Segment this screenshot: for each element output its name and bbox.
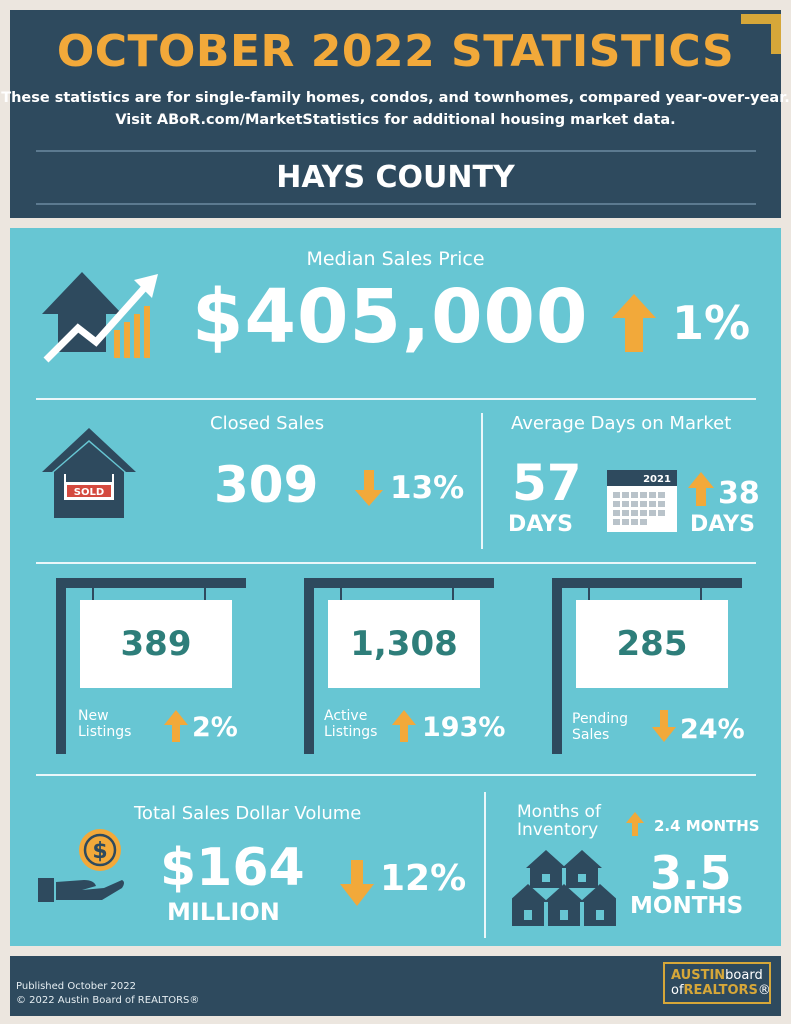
inventory-change: 2.4 MONTHS <box>654 817 760 835</box>
sales-volume-change: 12% <box>380 858 467 899</box>
county-name: HAYS COUNTY <box>276 160 515 195</box>
days-on-market-change: 38 <box>718 476 760 511</box>
closed-sales-label: Closed Sales <box>210 413 325 434</box>
sold-sign-text: SOLD <box>73 487 105 498</box>
days-on-market-value: 57 <box>512 454 582 512</box>
sales-volume-label: Total Sales Dollar Volume <box>134 803 362 824</box>
divider <box>484 792 486 938</box>
up-arrow-icon <box>392 710 416 742</box>
up-arrow-icon <box>688 472 714 506</box>
subtitle-line-2: Visit ABoR.com/MarketStatistics for additional housing market data. <box>115 112 676 128</box>
active-listings-change: 193% <box>422 712 506 743</box>
active-listings-label-line2: Listings <box>324 724 378 740</box>
houses-icon <box>512 850 616 928</box>
new-listings-label-line1: New <box>78 708 109 724</box>
inventory-value: 3.5 <box>650 846 732 900</box>
closed-sales-value: 309 <box>214 456 319 514</box>
published-date: Published October 2022 <box>16 981 136 992</box>
days-on-market-unit: DAYS <box>508 512 573 537</box>
money-hand-icon <box>38 826 128 906</box>
calendar-year: 2021 <box>643 474 671 485</box>
sales-volume-unit: MILLION <box>167 898 280 926</box>
divider <box>36 398 756 400</box>
inventory-label-line1: Months of <box>517 802 601 822</box>
abor-logo: AUSTINboard ofREALTORS® <box>663 962 771 1004</box>
active-listings-value: 1,308 <box>328 600 480 688</box>
new-listings-label-line2: Listings <box>78 724 132 740</box>
down-arrow-icon <box>652 710 676 742</box>
up-arrow-icon <box>626 812 644 836</box>
up-arrow-icon <box>164 710 188 742</box>
days-on-market-label: Average Days on Market <box>511 413 732 434</box>
divider <box>36 774 756 776</box>
copyright: © 2022 Austin Board of REALTORS® <box>16 995 200 1006</box>
house-growth-icon <box>42 270 162 366</box>
corner-accent <box>741 14 781 24</box>
pending-sales-value: 285 <box>576 600 728 688</box>
divider <box>36 562 756 564</box>
active-listings-label-line1: Active <box>324 708 368 724</box>
days-on-market-change-unit: DAYS <box>690 512 755 537</box>
sales-volume-value: $164 <box>160 838 305 898</box>
pending-sales-label-line1: Pending <box>572 711 628 727</box>
divider <box>481 413 483 549</box>
closed-sales-change: 13% <box>390 470 465 506</box>
subtitle-line-1: These statistics are for single-family homes, condos, and townhomes, compared year-over-year. <box>1 90 790 106</box>
pending-sales-change: 24% <box>680 714 745 745</box>
new-listings-value: 389 <box>80 600 232 688</box>
up-arrow-icon <box>612 294 656 352</box>
median-price-value: $405,000 <box>192 274 589 360</box>
median-price-label: Median Sales Price <box>306 248 485 270</box>
calendar-icon <box>607 470 677 532</box>
down-arrow-icon <box>340 860 374 906</box>
page-title: OCTOBER 2022 STATISTICS <box>56 26 735 77</box>
sold-house-icon <box>40 426 138 520</box>
svg-text:$: $ <box>92 839 108 864</box>
inventory-unit: MONTHS <box>630 893 744 919</box>
pending-sales-label-line2: Sales <box>572 727 610 743</box>
divider <box>36 203 756 205</box>
inventory-label-line2: Inventory <box>517 820 599 840</box>
down-arrow-icon <box>355 470 383 506</box>
median-price-change: 1% <box>672 296 751 350</box>
divider <box>36 150 756 152</box>
new-listings-change: 2% <box>192 712 238 743</box>
